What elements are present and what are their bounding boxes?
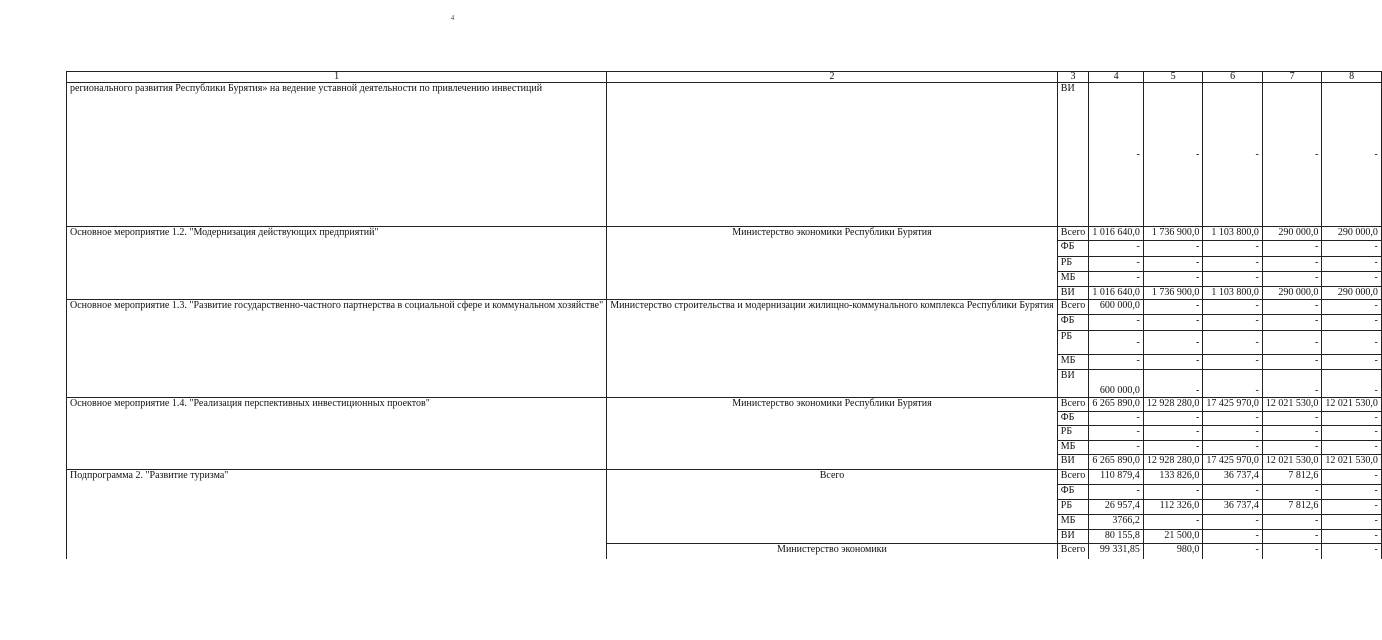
program-funding-table [66,71,1382,559]
value-cell: - [1089,257,1144,272]
value-cell: - [1143,83,1203,227]
value-cell: - [1262,300,1322,315]
value-cell: 80 155,8 [1089,530,1144,544]
column-number-2: 2 [607,72,1058,83]
value-cell: 1 103 800,0 [1203,287,1263,300]
value-cell: - [1322,500,1382,515]
value-cell: - [1322,300,1382,315]
column-number-1: 1 [67,72,607,83]
value-cell: - [1262,515,1322,530]
value-cell: - [1322,485,1382,500]
column-number-5: 5 [1143,72,1203,83]
funding-source-cell: ВИ [1057,287,1089,300]
activity-name-cell: Основное мероприятие 1.4. "Реализация перспективных инвестиционных проектов" [67,398,607,470]
page-number: 4 [450,14,455,22]
funding-source-cell: ФБ [1057,241,1089,257]
value-cell: - [1322,470,1382,485]
value-cell: - [1203,515,1263,530]
value-cell: - [1322,257,1382,272]
value-cell: - [1089,315,1144,331]
value-cell: 600 000,0 [1089,300,1144,315]
value-cell: 1 103 800,0 [1203,227,1263,241]
value-cell: 17 425 970,0 [1203,455,1263,470]
funding-source-cell: Всего [1057,398,1089,412]
value-cell: - [1143,441,1203,455]
value-cell: 980,0 [1143,544,1203,559]
value-cell: - [1262,530,1322,544]
value-cell: - [1322,315,1382,331]
value-cell: 12 021 530,0 [1262,398,1322,412]
executor-cell [607,83,1058,227]
funding-source-cell: Всего [1057,470,1089,485]
value-cell: - [1322,530,1382,544]
value-cell: 600 000,0 [1089,370,1144,398]
column-number-4: 4 [1089,72,1144,83]
column-number-7: 7 [1262,72,1322,83]
value-cell: 290 000,0 [1322,227,1382,241]
value-cell: - [1322,544,1382,559]
value-cell: - [1322,241,1382,257]
value-cell: - [1143,355,1203,370]
value-cell: - [1322,441,1382,455]
value-cell: - [1089,272,1144,287]
value-cell: - [1203,426,1263,441]
executor-cell: Всего [607,470,1058,544]
value-cell: - [1089,412,1144,426]
funding-source-cell: МБ [1057,272,1089,287]
funding-source-cell: МБ [1057,441,1089,455]
value-cell: - [1143,412,1203,426]
value-cell: 26 957,4 [1089,500,1144,515]
column-number-3: 3 [1057,72,1089,83]
value-cell: 1 016 640,0 [1089,287,1144,300]
funding-source-cell: ВИ [1057,83,1089,227]
value-cell: - [1322,331,1382,355]
activity-name-cell: регионального развития Республики Бурятия» на ведение уставной деятельности по привлечению инвестиций [67,83,607,227]
value-cell: - [1203,530,1263,544]
funding-source-cell: РБ [1057,331,1089,355]
column-number-6: 6 [1203,72,1263,83]
value-cell: - [1143,426,1203,441]
value-cell: 7 812,6 [1262,500,1322,515]
activity-name-cell: Основное мероприятие 1.2. "Модернизация действующих предприятий" [67,227,607,300]
value-cell: 6 265 890,0 [1089,398,1144,412]
value-cell: 3766,2 [1089,515,1144,530]
value-cell: - [1203,485,1263,500]
funding-source-cell: ВИ [1057,455,1089,470]
value-cell: - [1262,544,1322,559]
value-cell: - [1143,331,1203,355]
value-cell: 6 265 890,0 [1089,455,1144,470]
value-cell: 12 021 530,0 [1262,455,1322,470]
value-cell: 17 425 970,0 [1203,398,1263,412]
value-cell: - [1143,485,1203,500]
value-cell: - [1089,83,1144,227]
funding-source-cell: ФБ [1057,485,1089,500]
funding-source-cell: Всего [1057,300,1089,315]
value-cell: - [1262,272,1322,287]
funding-source-cell: ФБ [1057,315,1089,331]
value-cell: - [1262,426,1322,441]
value-cell: 99 331,85 [1089,544,1144,559]
value-cell: - [1322,412,1382,426]
value-cell: 1 016 640,0 [1089,227,1144,241]
value-cell: - [1262,241,1322,257]
value-cell: - [1143,272,1203,287]
value-cell: - [1262,83,1322,227]
funding-source-cell: ВИ [1057,370,1089,398]
value-cell: - [1203,241,1263,257]
value-cell: - [1322,83,1382,227]
value-cell: 7 812,6 [1262,470,1322,485]
table-row [67,83,1382,227]
value-cell: 12 928 280,0 [1143,398,1203,412]
value-cell: - [1089,426,1144,441]
value-cell: - [1203,315,1263,331]
value-cell: - [1203,370,1263,398]
activity-name-cell: Подпрограмма 2. "Развитие туризма" [67,470,607,559]
value-cell: 21 500,0 [1143,530,1203,544]
value-cell: - [1322,515,1382,530]
value-cell: - [1143,241,1203,257]
value-cell: - [1262,331,1322,355]
value-cell: - [1143,257,1203,272]
executor-cell: Министерство экономики Республики Бурятия [607,398,1058,470]
funding-source-cell: МБ [1057,515,1089,530]
value-cell: - [1203,355,1263,370]
table-row [67,300,1382,315]
executor-cell: Министерство строительства и модернизации жилищно-коммунального комплекса Республики Бурятия [607,300,1058,398]
value-cell: - [1262,355,1322,370]
value-cell: - [1322,355,1382,370]
value-cell: - [1203,257,1263,272]
value-cell: - [1089,485,1144,500]
value-cell: - [1089,331,1144,355]
value-cell: - [1143,315,1203,331]
value-cell: - [1203,412,1263,426]
funding-source-cell: РБ [1057,257,1089,272]
column-number-header-row [67,72,1382,83]
value-cell: - [1322,426,1382,441]
value-cell: - [1322,272,1382,287]
value-cell: 36 737,4 [1203,470,1263,485]
value-cell: - [1203,272,1263,287]
value-cell: - [1143,515,1203,530]
table-row [67,398,1382,412]
executor-cell: Министерство экономики Республики Бурятия [607,227,1058,300]
value-cell: - [1203,544,1263,559]
value-cell: 112 326,0 [1143,500,1203,515]
value-cell: - [1143,300,1203,315]
funding-source-cell: ФБ [1057,412,1089,426]
funding-source-cell: РБ [1057,426,1089,441]
value-cell: - [1143,370,1203,398]
table-row [67,470,1382,485]
column-number-8: 8 [1322,72,1382,83]
value-cell: - [1089,355,1144,370]
value-cell: - [1203,441,1263,455]
table-row [67,227,1382,241]
value-cell: 1 736 900,0 [1143,287,1203,300]
funding-source-cell: МБ [1057,355,1089,370]
funding-source-cell: ВИ [1057,530,1089,544]
value-cell: - [1089,441,1144,455]
value-cell: 290 000,0 [1322,287,1382,300]
funding-source-cell: Всего [1057,544,1089,559]
value-cell: 12 021 530,0 [1322,455,1382,470]
value-cell: 133 826,0 [1143,470,1203,485]
value-cell: - [1262,370,1322,398]
value-cell: - [1262,485,1322,500]
value-cell: - [1262,412,1322,426]
value-cell: - [1203,300,1263,315]
value-cell: 110 879,4 [1089,470,1144,485]
value-cell: - [1322,370,1382,398]
activity-name-cell: Основное мероприятие 1.3. "Развитие государственно-частного партнерства в социальной сфере и коммунальном хозяйстве" [67,300,607,398]
value-cell: - [1262,315,1322,331]
value-cell: 290 000,0 [1262,227,1322,241]
value-cell: 36 737,4 [1203,500,1263,515]
value-cell: 290 000,0 [1262,287,1322,300]
value-cell: - [1262,257,1322,272]
value-cell: - [1203,83,1263,227]
value-cell: 12 021 530,0 [1322,398,1382,412]
value-cell: - [1089,241,1144,257]
funding-source-cell: Всего [1057,227,1089,241]
funding-source-cell: РБ [1057,500,1089,515]
value-cell: - [1203,331,1263,355]
value-cell: 12 928 280,0 [1143,455,1203,470]
value-cell: 1 736 900,0 [1143,227,1203,241]
value-cell: - [1262,441,1322,455]
executor-cell: Министерство экономики [607,544,1058,559]
